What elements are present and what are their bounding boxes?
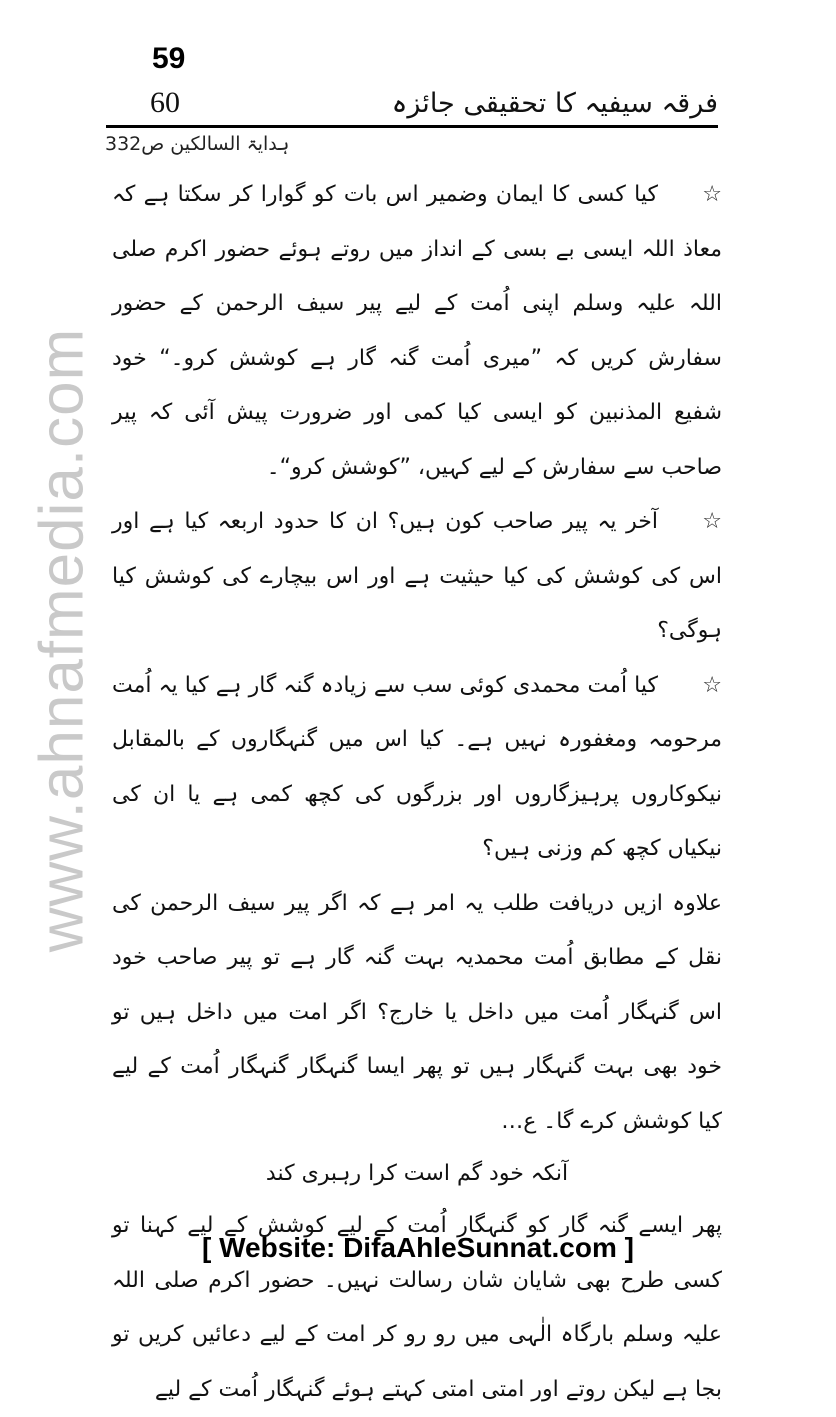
star-icon: ☆: [702, 509, 722, 534]
paragraph-3-text: کیا اُمت محمدی کوئی سب سے زیادہ گنہ گار ہے کیا یہ اُمت مرحومہ ومغفورہ نہیں ہے۔ کیا اس میں گنہگاروں کے بالمقابل نیکوکاروں پرہیزگاروں اور بزرگوں کی کچھ کمی ہے یا ان کی نیکیاں کچھ کم وزنی ہیں؟: [112, 672, 722, 861]
pdf-page-number: 59: [152, 42, 186, 75]
verse-line: آنکہ خود گم است کرا رہبری کند: [265, 1161, 569, 1186]
paragraph-1-text: کیا کسی کا ایمان وضمیر اس بات کو گوارا کر سکتا ہے کہ معاذ اللہ ایسی بے بسی کے انداز میں روتے ہوئے حضور اکرم صلی اللہ علیہ وسلم اپنی اُمت کے لیے پیر سیف الرحمن کے حضور سفارش کریں کہ ”میری اُمت گنہ گار ہے کوشش کرو۔“ خود شفیع المذنبین کو ایسی کیا کمی اور ضرورت پیش آئی کہ پیر صاحب سے سفارش کے لیے کہیں، ”کوشش کرو“۔: [112, 182, 722, 480]
website-footer: [ Website: DifaAhleSunnat.com ]: [202, 1232, 634, 1263]
paragraph-5: پھر ایسے گنہ گار کو گنہگار اُمت کے لیے کوشش کے لیے کہنا تو کسی طرح بھی شایان شان رسالت نہیں۔ حضور اکرم صلی اللہ علیہ وسلم بارگاہ الٰہی میں رو رو کر امت کے لیے دعائیں کریں تو بجا ہے لیکن روتے اور امتی امتی کہتے ہوئے گنہگار اُمت کے لیے: [112, 1213, 722, 1402]
star-icon: ☆: [702, 672, 722, 698]
paragraph-2: [112, 495, 722, 659]
footnote-reference: ہدایۃ السالکین ص332: [105, 133, 290, 155]
paragraph-4: علاوہ ازیں دریافت طلب یہ امر ہے کہ اگر پیر سیف الرحمن کی نقل کے مطابق اُمت محمدیہ بہت گنہ گار ہے تو پیر صاحب خود اس گنہگار اُمت میں داخل یا خارج؟ اگر امت میں داخل ہیں تو خود بھی بہت گنہگار ہیں تو پھر ایسا گنہگار گنہگار اُمت کے لیے کیا کوشش کرے گا۔ ع…: [112, 890, 722, 1134]
running-title: فرقہ سیفیہ کا تحقیقی جائزہ: [391, 88, 718, 119]
watermark: www.ahnafmedia.com: [27, 327, 97, 953]
star-icon: ☆: [702, 182, 722, 207]
body-text: [112, 168, 722, 1417]
book-page-number: 60: [150, 86, 180, 119]
paragraph-3: [112, 659, 722, 877]
paragraph-2-text: آخر یہ پیر صاحب کون ہیں؟ ان کا حدود اربعہ کیا ہے اور اس کی کوشش کی کیا حیثیت ہے اور اس بیچارے کی کوشش کیا ہوگی؟: [112, 509, 722, 643]
paragraph-1: [112, 168, 722, 495]
header-rule: [106, 125, 718, 128]
